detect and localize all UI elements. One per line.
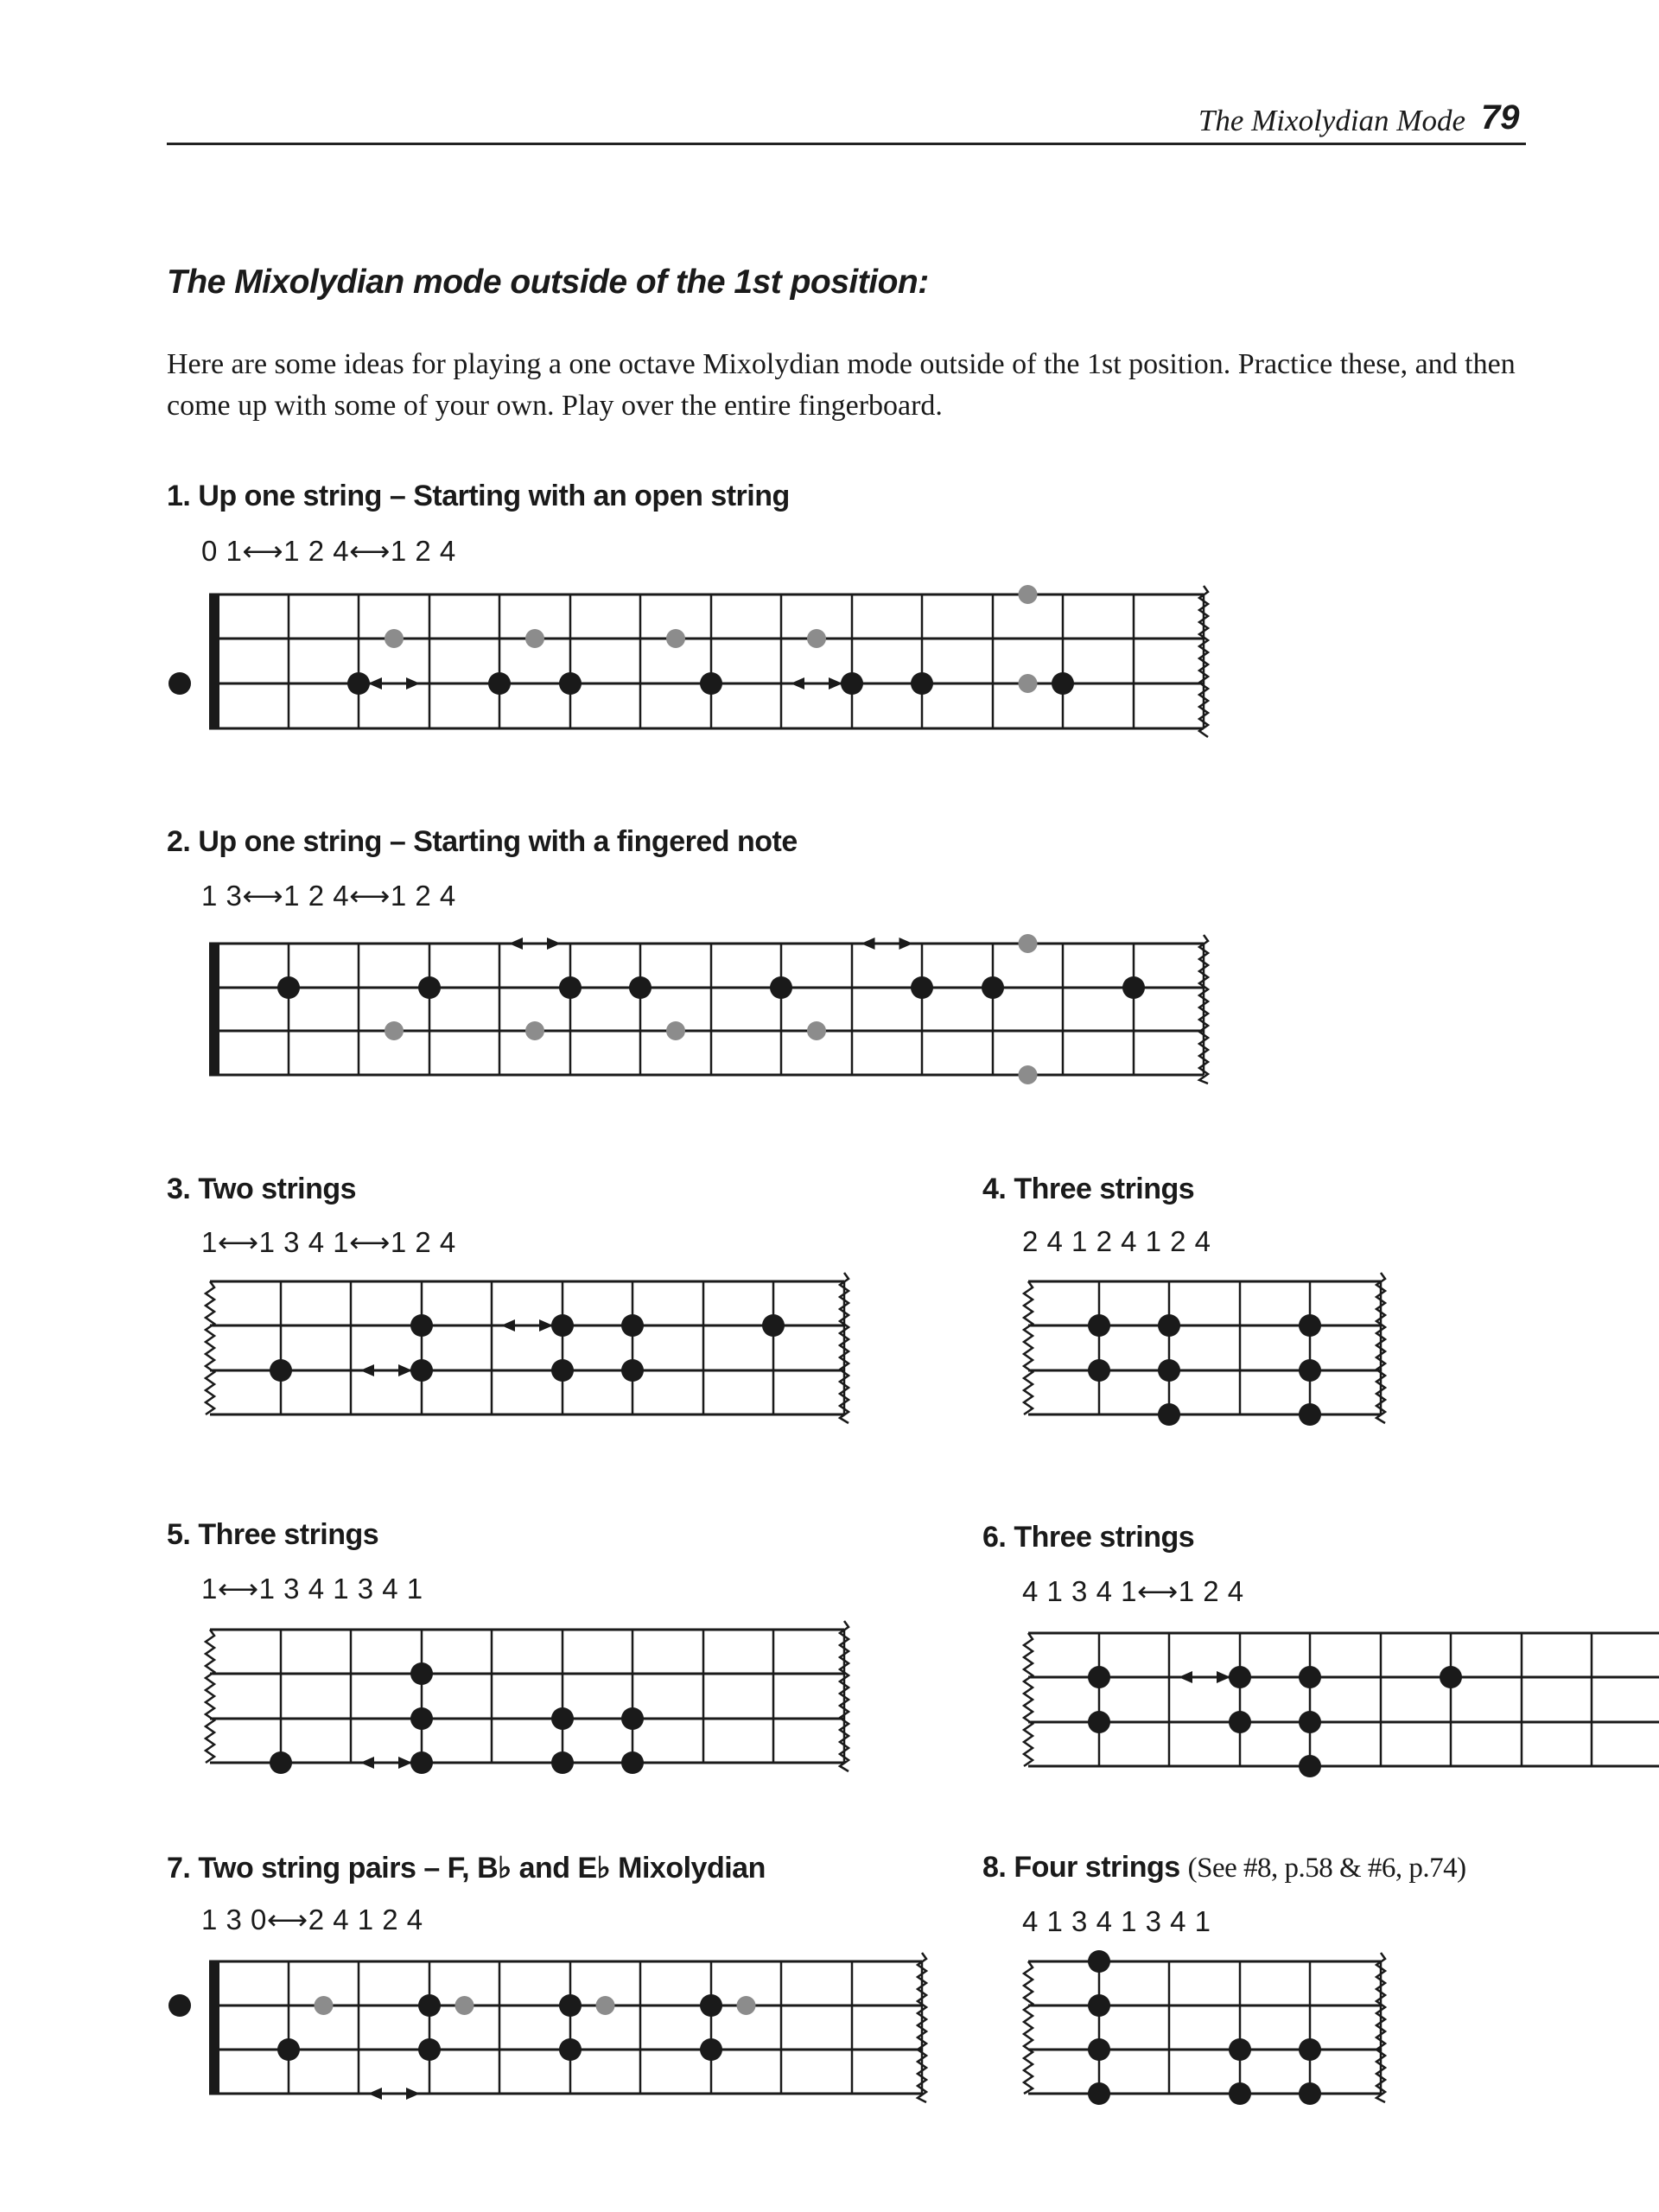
grey-note-dot (596, 1996, 615, 2015)
break-left (1024, 1281, 1033, 1414)
example-6-number: 6. (982, 1521, 1007, 1554)
finger-dot (1088, 2082, 1110, 2105)
finger-dot (418, 2038, 441, 2061)
arrow-head-left (509, 938, 523, 950)
finger-dot (1088, 1359, 1110, 1382)
example-3-fingering: 1⟷1 3 4 1⟷1 2 4 (201, 1226, 456, 1258)
arrow-head-right (539, 1319, 553, 1332)
shift-arrow (1179, 1671, 1230, 1683)
break-left (206, 1630, 214, 1763)
finger-dot (551, 1751, 574, 1774)
finger-dot (410, 1314, 433, 1337)
example-5-fingering: 1⟷1 3 4 1 3 4 1 (201, 1573, 423, 1605)
example-2-title-text: Up one string – Starting with a fingered note (198, 825, 798, 858)
finger-dot (841, 672, 863, 695)
finger-dot (1229, 2082, 1251, 2105)
finger-dot (1229, 2038, 1251, 2061)
shift-arrow (509, 938, 561, 950)
diagram-2 (209, 934, 1208, 1084)
finger-dot (1088, 1950, 1110, 1973)
diagram-7 (168, 1953, 926, 2102)
arrow-head-left (360, 1364, 374, 1376)
diagram-1 (168, 585, 1208, 737)
example-7-number: 7. (167, 1852, 191, 1885)
finger-dot (551, 1359, 574, 1382)
intro-paragraph: Here are some ideas for playing a one octave Mixolydian mode outside of the 1st position. Practice these, and then come up with some of your own. Play over the entire fingerboard. (167, 348, 1516, 422)
finger-dot (277, 976, 300, 999)
finger-dot (1299, 2082, 1321, 2105)
finger-dot (1229, 1711, 1251, 1733)
finger-dot (1299, 1666, 1321, 1688)
finger-dot (347, 672, 370, 695)
finger-dot (629, 976, 652, 999)
example-2-number: 2. (167, 825, 191, 858)
grey-note-dot (385, 629, 404, 648)
finger-dot (621, 1359, 644, 1382)
arrow-head-left (861, 938, 875, 950)
nut (209, 943, 219, 1077)
break-left (206, 1281, 214, 1414)
grey-note-dot (807, 629, 826, 648)
arrow-head-right (398, 1364, 412, 1376)
example-1-fingering: 0 1⟷1 2 4⟷1 2 4 (201, 535, 456, 567)
arrow-head-left (501, 1319, 515, 1332)
example-3-number: 3. (167, 1173, 191, 1205)
finger-dot (911, 672, 933, 695)
shift-arrow (791, 677, 842, 690)
grey-note-dot (807, 1021, 826, 1040)
example-1-title-text: Up one string – Starting with an open string (198, 480, 790, 512)
finger-dot (410, 1359, 433, 1382)
finger-dot (559, 1994, 582, 2017)
shift-arrow (360, 1757, 412, 1769)
finger-dot (1088, 1711, 1110, 1733)
finger-dot (1158, 1359, 1180, 1382)
finger-dot (559, 976, 582, 999)
finger-dot (559, 672, 582, 695)
open-string-dot (168, 1994, 191, 2017)
finger-dot (1088, 2038, 1110, 2061)
finger-dot (911, 976, 933, 999)
arrow-head-right (398, 1757, 412, 1769)
shift-arrow (861, 938, 913, 950)
arrow-head-left (360, 1757, 374, 1769)
example-4-title-text: Three strings (1014, 1173, 1195, 1205)
finger-dot (770, 976, 792, 999)
grey-note-dot (737, 1996, 756, 2015)
finger-dot (551, 1707, 574, 1730)
shift-arrow (368, 677, 420, 690)
arrow-head-left (791, 677, 804, 690)
arrow-head-right (1217, 1671, 1230, 1683)
finger-dot (1158, 1314, 1180, 1337)
diagram-8 (1024, 1950, 1385, 2105)
finger-dot (700, 1994, 722, 2017)
finger-dot (1122, 976, 1145, 999)
finger-dot (1088, 1994, 1110, 2017)
example-8-fingering: 4 1 3 4 1 3 4 1 (1022, 1905, 1211, 1937)
finger-dot (621, 1314, 644, 1337)
finger-dot (1158, 1403, 1180, 1426)
grey-note-dot (455, 1996, 474, 2015)
example-2-fingering: 1 3⟷1 2 4⟷1 2 4 (201, 880, 456, 912)
grey-note-dot (666, 1021, 685, 1040)
arrow-head-left (368, 2088, 382, 2100)
example-5-number: 5. (167, 1518, 191, 1551)
finger-dot (270, 1359, 292, 1382)
arrow-head-right (829, 677, 842, 690)
grey-note-dot (525, 629, 544, 648)
diagram-5 (206, 1621, 849, 1774)
example-4-fingering: 2 4 1 2 4 1 2 4 (1022, 1225, 1211, 1257)
running-header-title: The Mixolydian Mode (1198, 104, 1465, 137)
shift-arrow (368, 2088, 420, 2100)
finger-dot (621, 1707, 644, 1730)
finger-dot (621, 1751, 644, 1774)
section-title: The Mixolydian mode outside of the 1st position: (167, 264, 929, 301)
finger-dot (410, 1707, 433, 1730)
shift-arrow (501, 1319, 553, 1332)
finger-dot (410, 1662, 433, 1685)
arrow-head-right (899, 938, 913, 950)
finger-dot (410, 1751, 433, 1774)
break-left (1024, 1633, 1033, 1766)
finger-dot (559, 2038, 582, 2061)
finger-dot (1299, 2038, 1321, 2061)
shift-arrow (360, 1364, 412, 1376)
diagram-3 (206, 1273, 849, 1423)
finger-dot (1052, 672, 1074, 695)
nut (209, 1961, 219, 2095)
finger-dot (270, 1751, 292, 1774)
page-number: 79 (1481, 99, 1520, 137)
example-8-title-note: (See #8, p.58 & #6, p.74) (1187, 1853, 1466, 1884)
finger-dot (418, 1994, 441, 2017)
arrow-head-left (1179, 1671, 1192, 1683)
finger-dot (1299, 1314, 1321, 1337)
arrow-head-left (368, 677, 382, 690)
grey-note-dot (1019, 585, 1038, 604)
diagram-4 (1024, 1273, 1385, 1426)
finger-dot (418, 976, 441, 999)
example-6-fingering: 4 1 3 4 1⟷1 2 4 (1022, 1575, 1244, 1607)
grey-note-dot (1019, 934, 1038, 953)
break-left (1024, 1961, 1033, 2094)
example-6-title-text: Three strings (1014, 1521, 1195, 1554)
grey-note-dot (525, 1021, 544, 1040)
grey-note-dot (315, 1996, 334, 2015)
arrow-head-right (547, 938, 561, 950)
diagram-6 (1024, 1624, 1659, 1777)
grey-note-dot (1019, 1065, 1038, 1084)
finger-dot (700, 2038, 722, 2061)
grey-note-dot (1019, 674, 1038, 693)
example-7-title-text: Two string pairs – F, B♭ and E♭ Mixolydian (198, 1852, 766, 1885)
finger-dot (762, 1314, 785, 1337)
finger-dot (1229, 1666, 1251, 1688)
arrow-head-right (406, 2088, 420, 2100)
example-5-title-text: Three strings (198, 1518, 379, 1551)
grey-note-dot (666, 629, 685, 648)
finger-dot (488, 672, 511, 695)
example-3-title-text: Two strings (198, 1173, 357, 1205)
finger-dot (551, 1314, 574, 1337)
finger-dot (700, 672, 722, 695)
example-8-title-text: Four strings (1014, 1851, 1180, 1884)
arrow-head-right (406, 677, 420, 690)
example-8-number: 8. (982, 1851, 1007, 1884)
finger-dot (1299, 1359, 1321, 1382)
example-4-number: 4. (982, 1173, 1007, 1205)
finger-dot (1299, 1711, 1321, 1733)
example-1-number: 1. (167, 480, 191, 512)
open-string-dot (168, 672, 191, 695)
finger-dot (1299, 1755, 1321, 1777)
finger-dot (1299, 1403, 1321, 1426)
finger-dot (1088, 1314, 1110, 1337)
nut (209, 594, 219, 730)
finger-dot (1088, 1666, 1110, 1688)
example-7-fingering: 1 3 0⟷2 4 1 2 4 (201, 1904, 423, 1936)
grey-note-dot (385, 1021, 404, 1040)
finger-dot (982, 976, 1004, 999)
finger-dot (277, 2038, 300, 2061)
finger-dot (1440, 1666, 1462, 1688)
